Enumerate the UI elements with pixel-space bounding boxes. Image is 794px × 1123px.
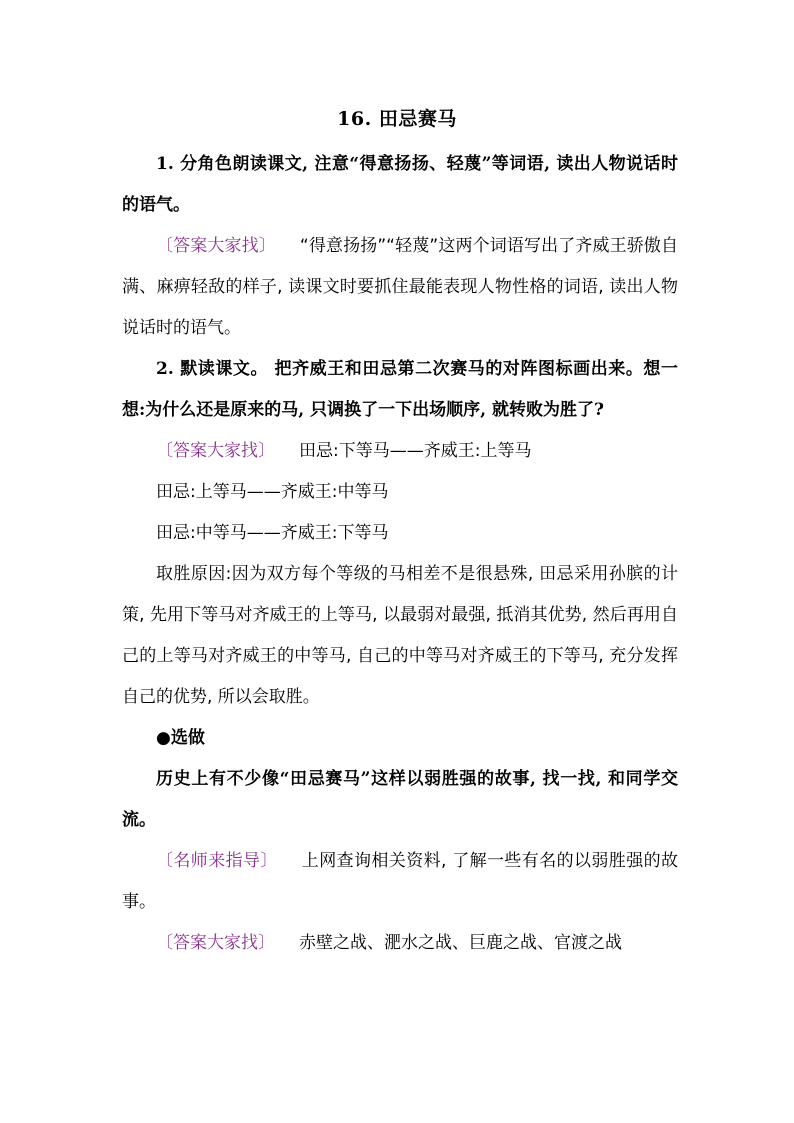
optional-answer-text: 赤壁之战、淝水之战、巨鹿之战、官渡之战 [299,933,622,953]
matchup-1: 田忌:下等马——齐威王:上等马 [299,441,532,461]
tip-text: 上网查询相关资料, 了解一些有名的以弱胜强的故事。 [122,851,678,912]
matchup-3: 田忌:中等马——齐威王:下等马 [156,523,389,543]
document-body [122,144,678,964]
answer-tag: 〔答案大家找〕 [156,441,275,461]
optional-answer [122,923,678,964]
answer-tag: 〔答案大家找〕 [156,933,275,953]
optional-question: 历史上有不少像“田忌赛马”这样以弱胜强的故事, 找一找, 和同学交流。 [122,769,678,830]
page-title: 16. 田忌赛马 [337,108,457,130]
answer-2-line-1 [122,431,678,472]
optional-heading: ●选做 [156,728,205,748]
matchup-2: 田忌:上等马——齐威王:中等马 [156,482,389,502]
question-2: 2. 默读课文。 把齐威王和田忌第二次赛马的对阵图标画出来。想一想:为什么还是原来的马, 只调换了一下出场顺序, 就转败为胜了? [122,359,678,420]
answer-tag: 〔答案大家找〕 [156,236,276,256]
answer-1 [122,226,678,349]
question-1: 1. 分角色朗读课文, 注意“得意扬扬、轻蔑”等词语, 读出人物说话时的语气。 [122,154,678,215]
victory-reason: 取胜原因:因为双方每个等级的马相差不是很悬殊, 田忌采用孙膑的计策, 先用下等马对齐威王的上等马, 以最弱对最强, 抵消其优势, 然后再用自己的上等马对齐威王的中等马, 自己的中等马对齐威王的下等马, 充分发挥自己的优势, 所以会取胜。 [122,564,678,707]
teacher-tip [122,841,678,923]
answer-1-text: “得意扬扬”“轻蔑”这两个词语写出了齐威王骄傲自满、麻痹轻敌的样子, 读课文时要抓住最能表现人物性格的词语, 读出人物说话时的语气。 [122,236,679,338]
tip-tag: 〔名师来指导〕 [156,851,278,871]
